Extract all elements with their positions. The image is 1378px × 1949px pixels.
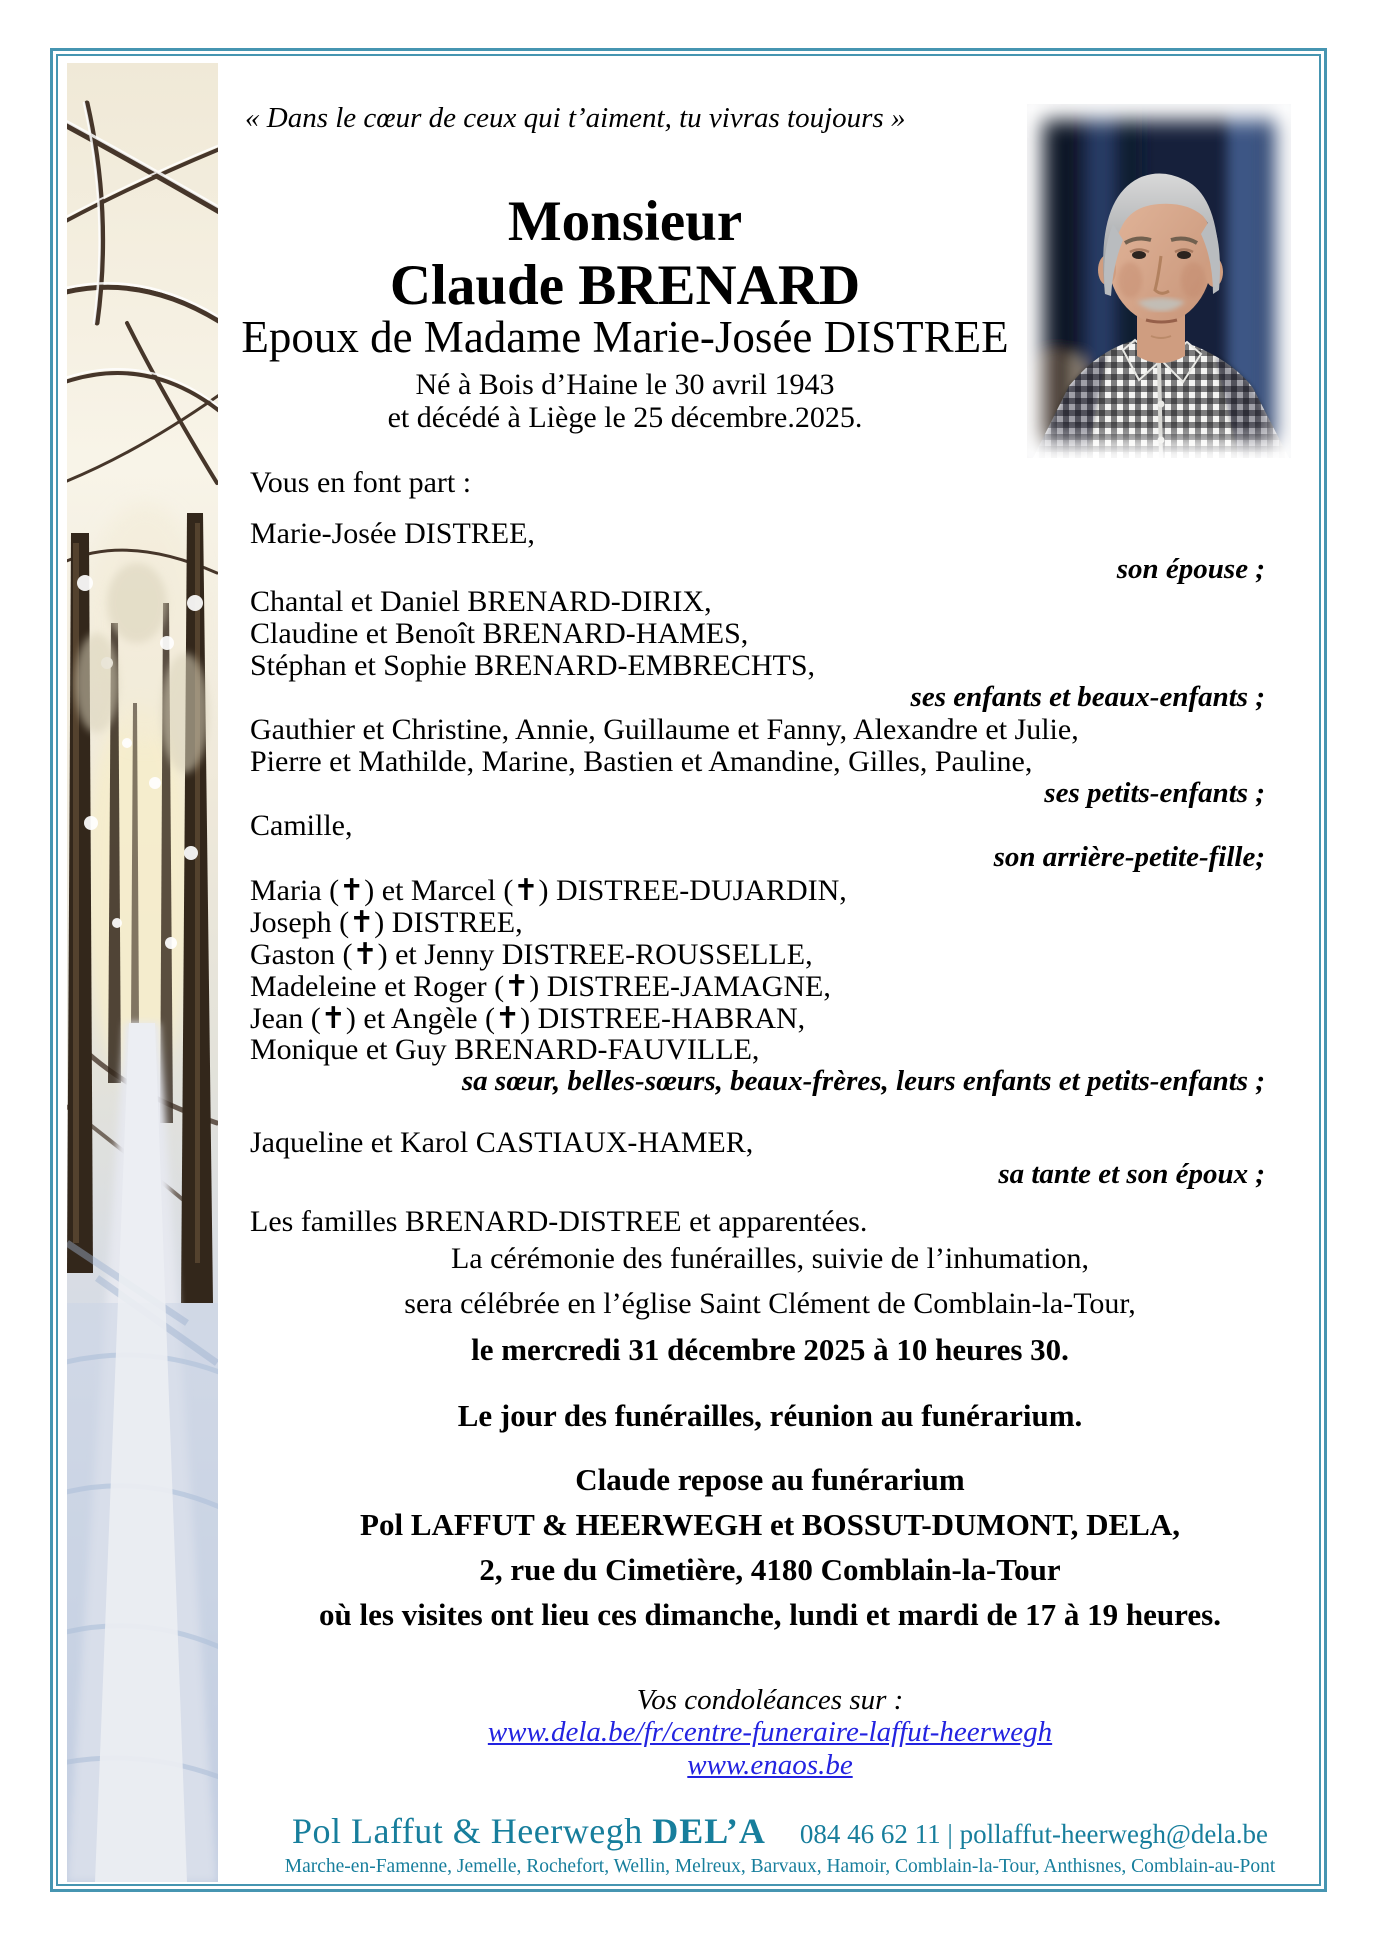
repose-line-1: Claude repose au funérarium (575, 1462, 965, 1497)
condolences-link-1-row (220, 1716, 1320, 1749)
death-line: et décédé à Liège le 25 décembre.2025. (387, 401, 863, 434)
email-address[interactable]: pollaffut-heerwegh@dela.be (959, 1819, 1269, 1849)
family-names-line: Les familles BRENARD-DISTREE et apparentées. (250, 1205, 868, 1238)
relation-label: ses petits-enfants ; (1044, 777, 1265, 809)
footer-contact (800, 1819, 1268, 1850)
relation-label: son arrière-petite-fille; (993, 841, 1265, 873)
announcement-content (220, 0, 1320, 1949)
family-names-line: Stéphan et Sophie BRENARD-EMBRECHTS, (250, 649, 816, 682)
dela-logo: DEL’A (652, 1811, 766, 1851)
condolences-link-2-row (220, 1749, 1320, 1782)
funeral-home-footer (240, 1810, 1320, 1852)
dela-website-link[interactable]: www.dela.be/fr/centre-funeraire-laffut-heerwegh (487, 1716, 1053, 1748)
family-names-line: Camille, (250, 809, 353, 842)
family-names-line: Marie-Josée DISTREE, (250, 517, 535, 550)
footer-locations: Marche-en-Famenne, Jemelle, Rochefort, Wellin, Melreux, Barvaux, Hamoir, Comblain-la-Tour, Anthisnes, Comblain-au-Pont (284, 1856, 1276, 1877)
family-names-line: Joseph (✝) DISTREE, (250, 906, 523, 939)
family-names-line: Gaston (✝) et Jenny DISTREE-ROUSSELLE, (250, 938, 813, 971)
family-names-line: Jaqueline et Karol CASTIAUX-HAMER, (250, 1126, 754, 1159)
announcement-intro: Vous en font part : (250, 466, 472, 499)
relation-label: sa sœur, belles-sœurs, beaux-frères, leurs enfants et petits-enfants ; (461, 1065, 1265, 1097)
family-names-line: Chantal et Daniel BRENARD-DIRIX, (250, 585, 712, 618)
funeral-home-names: Pol LAFFUT & HEERWEGH et BOSSUT-DUMONT, DELA, (360, 1507, 1180, 1542)
ceremony-line-2: sera célébrée en l’église Saint Clément de Comblain-la-Tour, (404, 1287, 1136, 1320)
brand-name: Pol Laffut & Heerwegh (291, 1811, 643, 1851)
spouse-line: Epoux de Madame Marie-Josée DISTREE (241, 312, 1009, 362)
visits-line: où les visites ont lieu ces dimanche, lundi et mardi de 17 à 19 heures. (319, 1597, 1221, 1632)
phone-number: 084 46 62 11 (799, 1819, 941, 1849)
birth-line: Né à Bois d’Haine le 30 avril 1943 (415, 368, 835, 401)
family-names-line: Monique et Guy BRENARD-FAUVILLE, (250, 1033, 760, 1066)
family-names-line: Claudine et Benoît BRENARD-HAMES, (250, 617, 749, 650)
family-names-line: Maria (✝) et Marcel (✝) DISTREE-DUJARDIN, (250, 874, 847, 907)
memorial-quote: « Dans le cœur de ceux qui t’aiment, tu vivras toujours » (245, 102, 906, 134)
funeral-home-address: 2, rue du Cimetière, 4180 Comblain-la-Tour (479, 1552, 1061, 1587)
relation-label: sa tante et son époux ; (998, 1158, 1265, 1190)
winter-forest-photo (67, 63, 218, 1882)
family-names-line: Madeleine et Roger (✝) DISTREE-JAMAGNE, (250, 970, 831, 1003)
separator: | (947, 1819, 953, 1849)
family-names-line: Pierre et Mathilde, Marine, Bastien et Amandine, Gilles, Pauline, (250, 745, 1033, 778)
family-names-line: Gauthier et Christine, Annie, Guillaume et Fanny, Alexandre et Julie, (250, 713, 1079, 746)
relation-label: son épouse ; (1116, 553, 1265, 585)
title-monsieur: Monsieur (507, 190, 743, 253)
ceremony-line-1: La cérémonie des funérailles, suivie de l’inhumation, (450, 1242, 1090, 1275)
funeral-day-line: Le jour des funérailles, réunion au funérarium. (457, 1398, 1083, 1433)
relation-label: ses enfants et beaux-enfants ; (910, 681, 1265, 713)
enaos-website-link[interactable]: www.enaos.be (687, 1749, 853, 1781)
ceremony-date-line: le mercredi 31 décembre 2025 à 10 heures 30. (471, 1332, 1069, 1367)
funeral-home-brand (292, 1810, 766, 1852)
condolences-intro: Vos condoléances sur : (636, 1684, 904, 1716)
family-names-line: Jean (✝) et Angèle (✝) DISTREE-HABRAN, (250, 1002, 806, 1035)
deceased-name: Claude BRENARD (389, 254, 861, 317)
